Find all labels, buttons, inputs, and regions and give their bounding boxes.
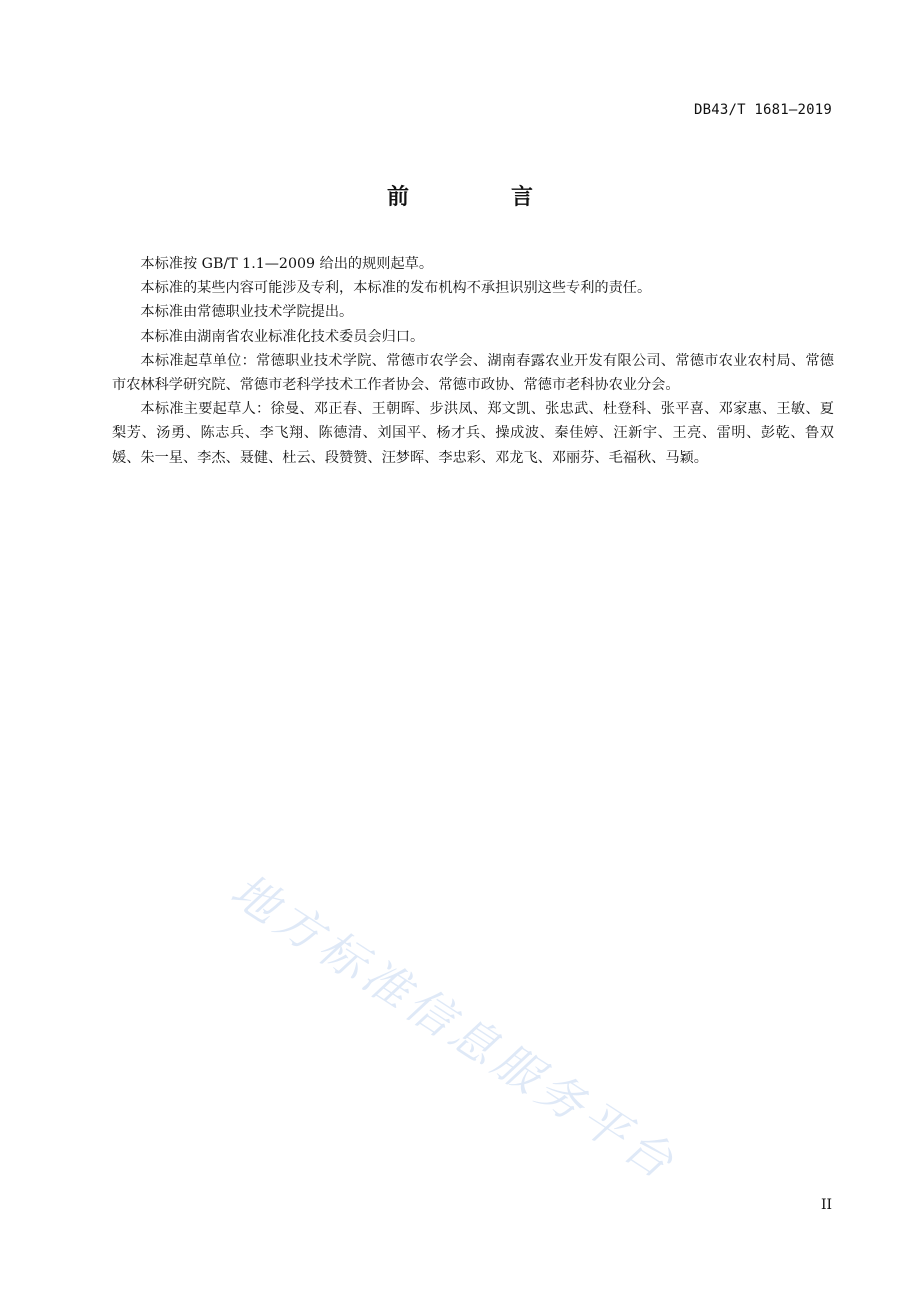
page-title: 前 言 bbox=[386, 185, 573, 210]
page-number: II bbox=[820, 1197, 832, 1213]
watermark: 地方标准信息服务平台 bbox=[221, 862, 688, 1192]
paragraph-proposed-by: 本标准由常德职业技术学院提出。 bbox=[140, 304, 354, 321]
paragraph-drafting-rules: 本标准按 GB/T 1.1—2009 给出的规则起草。 bbox=[140, 256, 434, 272]
paragraph-drafters: 本标准主要起草人：徐曼、邓正春、王朝晖、步洪凤、郑文凯、张忠武、杜登科、张平喜、邓家惠、王敏、夏梨芳、汤勇、陈志兵、李飞翔、陈德清、刘国平、杨才兵、操成波、秦佳婷、汪新宇、王亮、雷明、彭乾、鲁双媛、朱一星、李杰、聂健、杜云、段赞赞、汪梦晖、李忠彩、邓龙飞、邓丽芬、毛福秋、马颖。 bbox=[112, 401, 834, 466]
paragraph-patent-notice: 本标准的某些内容可能涉及专利，本标准的发布机构不承担识别这些专利的责任。 bbox=[140, 280, 652, 297]
paragraph-centralized-by: 本标准由湖南省农业标准化技术委员会归口。 bbox=[140, 328, 425, 345]
paragraph-drafting-units: 本标准起草单位：常德职业技术学院、常德市农学会、湖南春露农业开发有限公司、常德市农业农村局、常德市农林科学研究院、常德市老科学技术工作者协会、常德市政协、常德市老科协农业分会。 bbox=[112, 352, 834, 394]
standard-code: DB43/T 1681—2019 bbox=[693, 102, 832, 118]
body-text bbox=[112, 252, 834, 470]
